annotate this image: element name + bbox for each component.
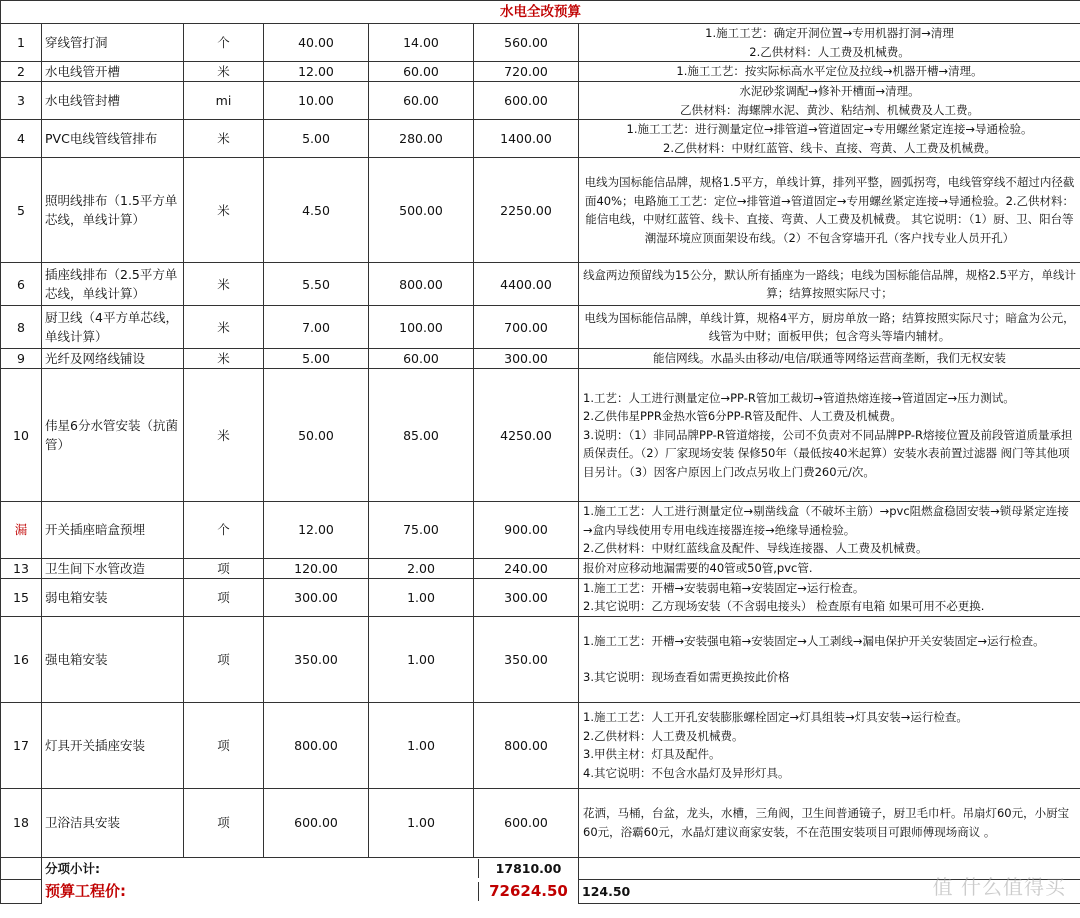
item-description bbox=[579, 306, 1080, 349]
item-unit: 米 bbox=[184, 62, 264, 82]
item-name: 灯具开关插座安装 bbox=[42, 702, 184, 788]
item-unit: 米 bbox=[184, 306, 264, 349]
description-line: 1.施工工艺：开槽→安装强电箱→安装固定→人工剥线→漏电保护开关安装固定→运行检查。 bbox=[583, 633, 1045, 648]
item-quantity: 1.00 bbox=[369, 578, 474, 616]
item-name: 插座线排布（2.5平方单芯线，单线计算） bbox=[42, 263, 184, 306]
item-description bbox=[579, 558, 1080, 578]
description-line: 3.说明：（1）非同品牌PP-R管道熔接，公司不负责对不同品牌PP-R熔接位置及前段管道质量承担质保责任。（2）厂家现场安装 保修50年（最低按40米起算）安装水表前置过滤器 阀门等其他项目另计。（3）因客户原因上门改点另收上门费260元/次。 bbox=[583, 427, 1073, 479]
table-row[interactable] bbox=[1, 558, 1080, 578]
item-total: 240.00 bbox=[474, 558, 579, 578]
item-unit: 米 bbox=[184, 120, 264, 158]
item-name: 照明线排布（1.5平方单芯线，单线计算） bbox=[42, 158, 184, 263]
row-number: 漏 bbox=[1, 502, 42, 559]
item-name: 光纤及网络线铺设 bbox=[42, 349, 184, 369]
watermark: 值 什么值得买 bbox=[932, 874, 1066, 899]
table-row[interactable] bbox=[1, 82, 1080, 120]
item-description bbox=[579, 578, 1080, 616]
item-total: 720.00 bbox=[474, 62, 579, 82]
item-total: 600.00 bbox=[474, 788, 579, 857]
description-line: 花洒，马桶，台盆，龙头，水槽，三角阀，卫生间普通镜子，厨卫毛巾杆。吊扇灯60元，小厨宝60元，浴霸60元，水晶灯建议商家安装，不在范围安装项目可跟师傅现场商议 。 bbox=[583, 806, 1070, 839]
item-unit: 米 bbox=[184, 158, 264, 263]
item-price: 300.00 bbox=[264, 578, 369, 616]
item-total: 4400.00 bbox=[474, 263, 579, 306]
description-line: 乙供材料：海螺牌水泥、黄沙、粘结剂、机械费及人工费。 bbox=[680, 102, 980, 117]
row-number: 8 bbox=[1, 306, 42, 349]
item-quantity: 2.00 bbox=[369, 558, 474, 578]
description-line: 3.其它说明：现场查看如需更换按此价格 bbox=[583, 670, 790, 684]
row-number: 9 bbox=[1, 349, 42, 369]
table-row[interactable] bbox=[1, 24, 1080, 62]
subtotal-value: 17810.00 bbox=[495, 860, 562, 876]
row-number: 17 bbox=[1, 702, 42, 788]
item-quantity: 14.00 bbox=[369, 24, 474, 62]
row-number: 4 bbox=[1, 120, 42, 158]
table-row[interactable] bbox=[1, 702, 1080, 788]
item-quantity: 60.00 bbox=[369, 82, 474, 120]
grand-total-row bbox=[1, 879, 1080, 903]
description-line: 电线为国标能信品牌，单线计算，规格4平方，厨房单放一路；结算按照实际尺寸；暗盒为公元，线管为中财；面板甲供；包含弯头等墙内辅材。 bbox=[584, 310, 1075, 343]
description-line: 1.工艺：人工进行测量定位→PP-R管加工裁切→管道热熔连接→管道固定→压力测试。 bbox=[583, 390, 1015, 405]
item-quantity: 280.00 bbox=[369, 120, 474, 158]
row-number: 16 bbox=[1, 616, 42, 702]
table-row[interactable] bbox=[1, 616, 1080, 702]
row-number: 5 bbox=[1, 158, 42, 263]
item-total: 600.00 bbox=[474, 82, 579, 120]
item-unit: 个 bbox=[184, 502, 264, 559]
table-row[interactable] bbox=[1, 369, 1080, 502]
item-unit: 项 bbox=[184, 702, 264, 788]
table-row[interactable] bbox=[1, 158, 1080, 263]
item-quantity: 100.00 bbox=[369, 306, 474, 349]
item-price: 7.00 bbox=[264, 306, 369, 349]
item-unit: 米 bbox=[184, 369, 264, 502]
description-line: 2.乙供材料：中财红蓝线盒及配件、导线连接器、人工费及机械费。 bbox=[583, 541, 928, 555]
item-total: 900.00 bbox=[474, 502, 579, 559]
item-price: 50.00 bbox=[264, 369, 369, 502]
item-unit: 项 bbox=[184, 616, 264, 702]
description-line: 1.施工工艺：开槽→安装弱电箱→安装固定→运行检查。 bbox=[583, 580, 865, 595]
row-number: 2 bbox=[1, 62, 42, 82]
description-line: 2.乙供材料：中财红蓝管、线卡、直接、弯黄、人工费及机械费。 bbox=[663, 140, 997, 155]
row-number: 1 bbox=[1, 24, 42, 62]
item-price: 12.00 bbox=[264, 62, 369, 82]
grand-total-extra: 124.50 bbox=[579, 879, 1080, 903]
item-name: 伟星6分水管安装（抗菌管） bbox=[42, 369, 184, 502]
item-description bbox=[579, 788, 1080, 857]
item-name: 厨卫线（4平方单芯线，单线计算） bbox=[42, 306, 184, 349]
item-price: 350.00 bbox=[264, 616, 369, 702]
row-number: 15 bbox=[1, 578, 42, 616]
item-quantity: 1.00 bbox=[369, 788, 474, 857]
description-line: 电线为国标能信品牌，规格1.5平方，单线计算，排列平整，圆弧拐弯，电线管穿线不超过内径截面40%；电路施工工艺：定位→排管道→管道固定→专用螺丝紧定连接→导通检验。2.乙供材料：能信电线，中财红蓝管、线卡、直接、弯黄、人工费及机械费。 其它说明：（1）厨、卫、阳台等潮湿环境应顶面架设布线。（2）不包含穿墙开孔（客户找专业人员开孔） bbox=[584, 175, 1075, 245]
item-description bbox=[579, 702, 1080, 788]
item-name: 水电线管开槽 bbox=[42, 62, 184, 82]
grand-total-label: 预算工程价: bbox=[42, 882, 479, 901]
description-line: 4.其它说明：不包含水晶灯及异形灯具。 bbox=[583, 765, 790, 780]
table-row[interactable] bbox=[1, 306, 1080, 349]
item-description bbox=[579, 82, 1080, 120]
item-quantity: 60.00 bbox=[369, 62, 474, 82]
description-line bbox=[583, 650, 1076, 668]
item-unit: 个 bbox=[184, 24, 264, 62]
item-quantity: 75.00 bbox=[369, 502, 474, 559]
item-description bbox=[579, 369, 1080, 502]
description-line: 2.其它说明：乙方现场安装（不含弱电接头） 检查原有电箱 如果可用不必更换. bbox=[583, 599, 985, 613]
item-unit: 米 bbox=[184, 349, 264, 369]
item-quantity: 1.00 bbox=[369, 702, 474, 788]
row-number: 10 bbox=[1, 369, 42, 502]
item-total: 1400.00 bbox=[474, 120, 579, 158]
item-description bbox=[579, 158, 1080, 263]
item-quantity: 500.00 bbox=[369, 158, 474, 263]
row-number: 3 bbox=[1, 82, 42, 120]
item-name: 卫生间下水管改造 bbox=[42, 558, 184, 578]
item-description bbox=[579, 62, 1080, 82]
table-row[interactable] bbox=[1, 502, 1080, 559]
item-price: 5.50 bbox=[264, 263, 369, 306]
description-line: 2.乙供伟星PPR金热水管6分PP-R管及配件、人工费及机械费。 bbox=[583, 409, 902, 424]
subtotal-row bbox=[1, 857, 1080, 879]
item-name: 强电箱安装 bbox=[42, 616, 184, 702]
item-description bbox=[579, 502, 1080, 559]
item-quantity: 60.00 bbox=[369, 349, 474, 369]
item-name: 卫浴洁具安装 bbox=[42, 788, 184, 857]
sheet-title: 水电全改预算 bbox=[1, 1, 1080, 24]
description-line: 1.施工工艺：确定开洞位置→专用机器打洞→清理 bbox=[705, 26, 954, 40]
item-unit: 项 bbox=[184, 788, 264, 857]
item-total: 560.00 bbox=[474, 24, 579, 62]
item-quantity: 85.00 bbox=[369, 369, 474, 502]
subtotal-label: 分项小计: bbox=[42, 859, 479, 878]
item-price: 40.00 bbox=[264, 24, 369, 62]
item-quantity: 800.00 bbox=[369, 263, 474, 306]
description-line: 2.乙供材料：人工费及机械费。 bbox=[749, 44, 910, 59]
item-name: 穿线管打洞 bbox=[42, 24, 184, 62]
item-name: 开关插座暗盒预埋 bbox=[42, 502, 184, 559]
grand-total-value: 72624.50 bbox=[489, 881, 568, 900]
description-line: 水泥砂浆调配→修补开槽面→清理。 bbox=[739, 84, 920, 98]
item-price: 5.00 bbox=[264, 349, 369, 369]
title-row bbox=[1, 1, 1080, 24]
table-row[interactable] bbox=[1, 788, 1080, 857]
item-description bbox=[579, 263, 1080, 306]
item-total: 4250.00 bbox=[474, 369, 579, 502]
table-row[interactable] bbox=[1, 349, 1080, 369]
item-description bbox=[579, 349, 1080, 369]
item-total: 350.00 bbox=[474, 616, 579, 702]
item-total: 2250.00 bbox=[474, 158, 579, 263]
table-row[interactable] bbox=[1, 120, 1080, 158]
item-unit: 项 bbox=[184, 578, 264, 616]
item-price: 12.00 bbox=[264, 502, 369, 559]
row-number: 6 bbox=[1, 263, 42, 306]
description-line: 能信网线。水晶头由移动/电信/联通等网络运营商垄断，我们无权安装 bbox=[653, 351, 1006, 366]
item-total: 700.00 bbox=[474, 306, 579, 349]
table-row[interactable] bbox=[1, 62, 1080, 82]
item-description bbox=[579, 616, 1080, 702]
description-line: 3.甲供主材：灯具及配件。 bbox=[583, 747, 721, 761]
description-line: 线盒两边预留线为15公分，默认所有插座为一路线；电线为国标能信品牌，规格2.5平方，单线计算；结算按照实际尺寸； bbox=[583, 267, 1076, 300]
item-unit: 项 bbox=[184, 558, 264, 578]
description-line: 1.施工工艺：人工开孔安装膨胀螺栓固定→灯具组装→灯具安装→运行检查。 bbox=[583, 710, 968, 724]
item-price: 10.00 bbox=[264, 82, 369, 120]
item-name: PVC电线管线管排布 bbox=[42, 120, 184, 158]
description-line: 1.施工工艺：按实际标高水平定位及拉线→机器开槽→清理。 bbox=[676, 64, 983, 79]
item-unit: mi bbox=[184, 82, 264, 120]
description-line: 报价对应移动地漏需要的40管或50管,pvc管. bbox=[583, 560, 813, 575]
item-total: 800.00 bbox=[474, 702, 579, 788]
item-total: 300.00 bbox=[474, 578, 579, 616]
item-name: 水电线管封槽 bbox=[42, 82, 184, 120]
description-line: 2.乙供材料：人工费及机械费。 bbox=[583, 728, 744, 743]
table-row[interactable] bbox=[1, 263, 1080, 306]
item-quantity: 1.00 bbox=[369, 616, 474, 702]
item-price: 600.00 bbox=[264, 788, 369, 857]
row-number: 13 bbox=[1, 558, 42, 578]
table-row[interactable] bbox=[1, 578, 1080, 616]
item-description bbox=[579, 120, 1080, 158]
description-line: 1.施工工艺：人工进行测量定位→剔凿线盒（不破坏主筋）→pvc阻燃盒稳固安装→锁母紧定连接→盒内导线使用专用电线连接器连接→绝缘导通检验。 bbox=[583, 504, 1069, 537]
item-price: 5.00 bbox=[264, 120, 369, 158]
item-name: 弱电箱安装 bbox=[42, 578, 184, 616]
item-price: 4.50 bbox=[264, 158, 369, 263]
item-price: 800.00 bbox=[264, 702, 369, 788]
description-line: 1.施工工艺：进行测量定位→排管道→管道固定→专用螺丝紧定连接→导通检验。 bbox=[626, 122, 1033, 136]
row-number: 18 bbox=[1, 788, 42, 857]
item-unit: 米 bbox=[184, 263, 264, 306]
item-total: 300.00 bbox=[474, 349, 579, 369]
item-description bbox=[579, 24, 1080, 62]
item-price: 120.00 bbox=[264, 558, 369, 578]
